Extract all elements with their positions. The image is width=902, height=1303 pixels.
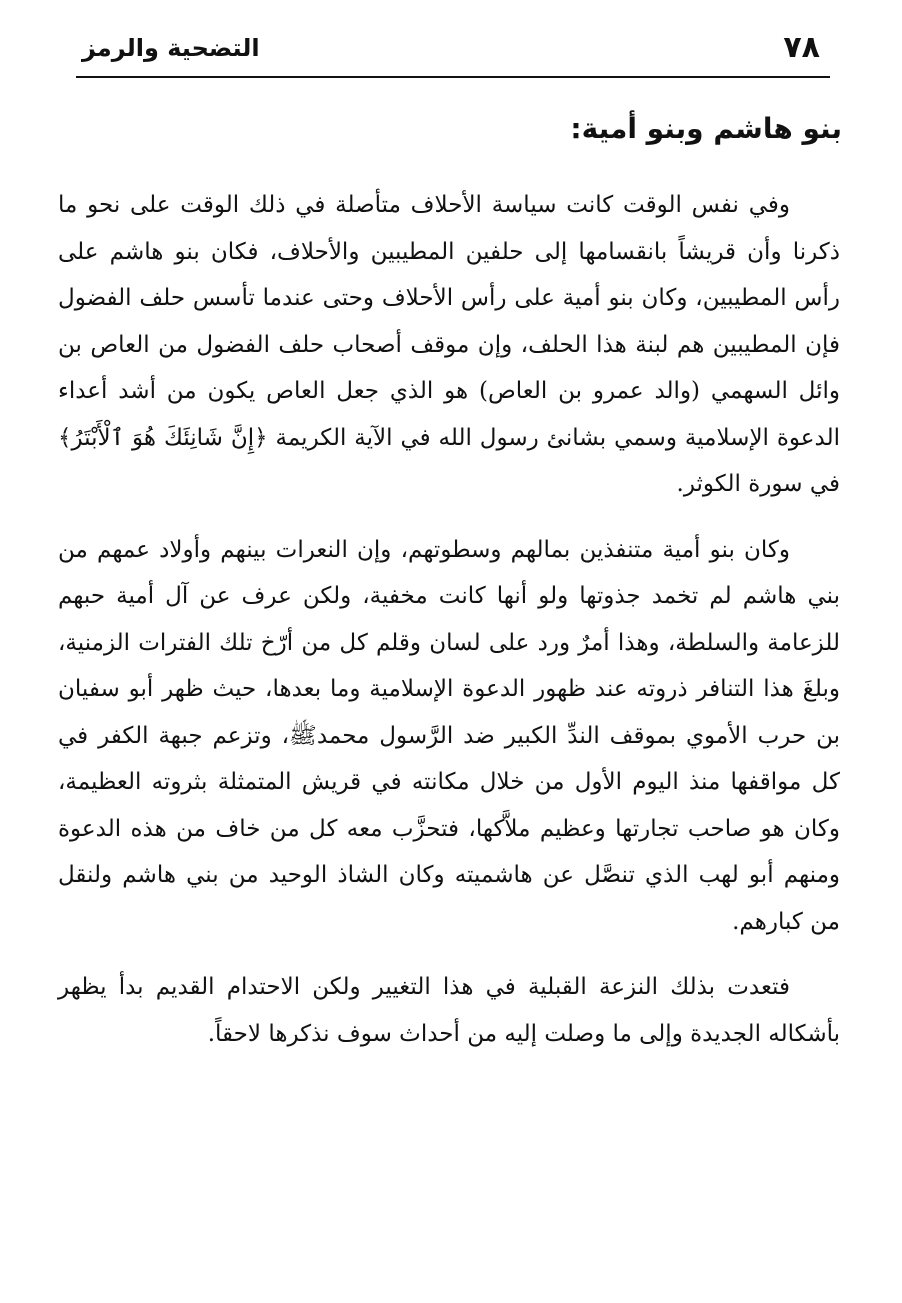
page-number: ٧٨ xyxy=(783,30,820,65)
body-text xyxy=(58,182,840,1076)
paragraph: فتعدت بذلك النزعة القبلية في هذا التغيير ولكن الاحتدام القديم بدأ يظهر بأشكاله الجديدة وإلى ما وصلت إليه من أحداث سوف نذكرها لاحقاً. xyxy=(58,974,840,1047)
paragraph: وفي نفس الوقت كانت سياسة الأحلاف متأصلة في ذلك الوقت على نحو ما ذكرنا وأن قريشاً بانقسامها إلى حلفين المطيبين والأحلاف، فكان بنو هاشم على رأس المطيبين، وكان بنو أمية على رأس الأحلاف وحتى عندما تأسس حلف الفضول فإن المطيبين هم لبنة هذا الحلف، وإن موقف أصحاب حلف الفضول من العاص بن وائل السهمي (والد عمرو بن العاص) هو الذي جعل العاص يكون من أشد أعداء الدعوة الإسلامية وسمي بشانئ رسول الله في الآية الكريمة ﴿إِنَّ شَانِئَكَ هُوَ ٱلْأَبْتَرُ﴾ في سورة الكوثر. xyxy=(58,192,840,497)
header-title: التضحية والرمز xyxy=(82,34,260,62)
section-heading: بنو هاشم وبنو أمية: xyxy=(570,112,842,145)
running-header xyxy=(76,26,830,78)
paragraph: وكان بنو أمية متنفذين بمالهم وسطوتهم، وإن النعرات بينهم وأولاد عمهم من بني هاشم لم تخمد جذوتها ولو أنها كانت مخفية، ولكن عرف عن آل أمية حبهم للزعامة والسلطة، وهذا أمرٌ ورد على لسان وقلم كل من أرّخ تلك الفترات الزمنية، وبلغَ هذا التنافر ذروته عند ظهور الدعوة الإسلامية وما بعدها، حيث ظهر أبو سفيان بن حرب الأموي بموقف الندِّ الكبير ضد الرَّسول محمدﷺ، وتزعم جبهة الكفر في كل مواقفها منذ اليوم الأول من خلال مكانته في قريش المتمثلة بثروته العظيمة، وكان هو صاحب تجارتها وعظيم ملاَّكها، فتحزَّب معه كل من خاف من هذه الدعوة ومنهم أبو لهب الذي تنصَّل عن هاشميته وكان الشاذ الوحيد من بني هاشم ولنقل من كبارهم. xyxy=(58,536,840,935)
